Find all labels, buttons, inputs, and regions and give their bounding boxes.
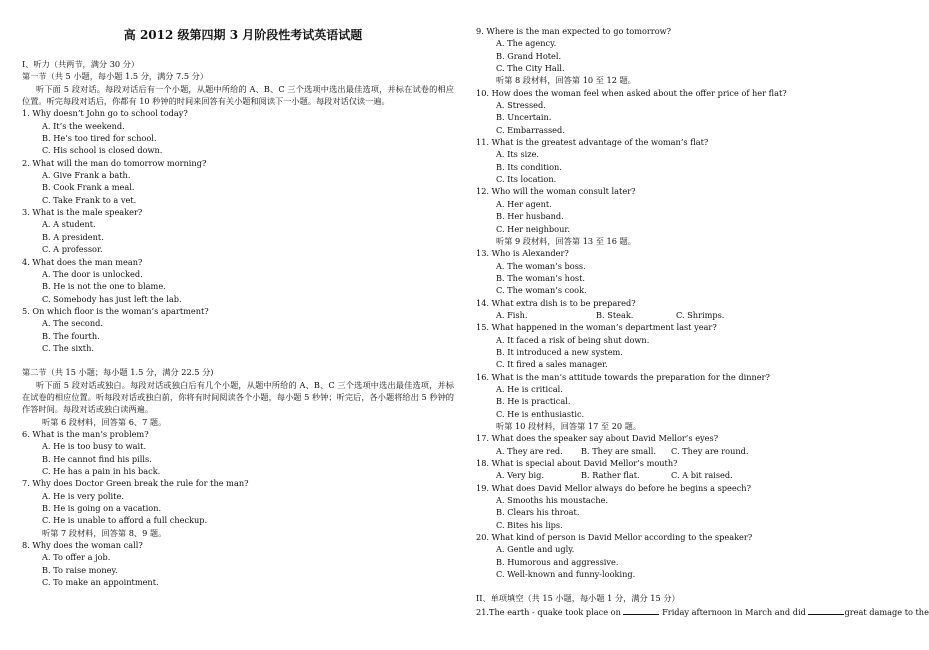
question-6 bbox=[22, 428, 454, 477]
question-text: 20. What kind of person is David Mellor according to the speaker? bbox=[476, 532, 753, 543]
option: B. They are small. bbox=[581, 445, 656, 456]
option: B. He is practical. bbox=[496, 396, 571, 407]
option: B. Steak. bbox=[596, 309, 634, 320]
question-text: 13. Who is Alexander? bbox=[476, 248, 569, 259]
left-column bbox=[22, 0, 454, 588]
question-12 bbox=[476, 185, 904, 234]
page-title: 高 2012 级第四期 3 月阶段性考试英语试题 bbox=[123, 28, 363, 42]
question-text: 17. What does the speaker say about David Mellor’s eyes? bbox=[476, 433, 719, 444]
option: A. Give Frank a bath. bbox=[42, 170, 131, 181]
option: C. They are round. bbox=[671, 445, 749, 456]
option: A. He is very polite. bbox=[42, 490, 124, 501]
option: B. Uncertain. bbox=[496, 112, 552, 123]
option: B. Its condition. bbox=[496, 161, 562, 172]
option: C. He is enthusiastic. bbox=[496, 408, 585, 419]
option: A. Stressed. bbox=[496, 100, 546, 111]
option: B. Grand Hotel. bbox=[496, 50, 562, 61]
option: A. To offer a job. bbox=[42, 552, 111, 563]
option: C. His school is closed down. bbox=[42, 145, 163, 156]
question-10 bbox=[476, 87, 904, 136]
option: A. They are red. bbox=[496, 445, 563, 456]
option: B. He’s too tired for school. bbox=[42, 133, 157, 144]
option: A. The woman’s boss. bbox=[496, 260, 586, 271]
option: A. The door is unlocked. bbox=[42, 268, 143, 279]
option: B. He cannot find his pills. bbox=[42, 453, 152, 464]
option: C. It fired a sales manager. bbox=[496, 359, 608, 370]
option: C. The sixth. bbox=[42, 342, 94, 353]
option: C. Embarrassed. bbox=[496, 124, 565, 135]
material-note: 听第 9 段材料，回答第 13 至 16 题。 bbox=[496, 235, 636, 246]
question-text: 19. What does David Mellor always do before he begins a speech? bbox=[476, 482, 751, 493]
option: B. It introduced a new system. bbox=[496, 346, 623, 357]
option: C. To make an appointment. bbox=[42, 577, 159, 588]
question-18 bbox=[476, 457, 904, 482]
instructions: 听下面 5 段对话。每段对话后有一个小题，从题中所给的 A、B、C 三个选项中选出最佳选项，并标在试卷的相应位置。听完每段对话后，你都有 10 秒钟的时间来回答有关小题和阅读下一小题。每段对话仅读一遍。 bbox=[22, 83, 454, 107]
answer-blank bbox=[808, 605, 844, 615]
question-15 bbox=[476, 321, 904, 370]
part-heading: 第二节（共 15 小题；每小题 1.5 分，满分 22.5 分) bbox=[22, 367, 214, 378]
material-note: 听第 10 段材料，回答第 17 至 20 题。 bbox=[496, 421, 642, 431]
option: B. He is not the one to blame. bbox=[42, 281, 166, 292]
option: B. Her husband. bbox=[496, 211, 564, 222]
question-8 bbox=[22, 539, 454, 588]
question-text: 5. On which floor is the woman’s apartment? bbox=[22, 305, 209, 316]
option: A. Its size. bbox=[496, 149, 540, 160]
option: A. Very big. bbox=[496, 470, 544, 481]
question-text: 10. How does the woman feel when asked about the offer price of her flat? bbox=[476, 87, 787, 98]
question-text: 9. Where is the man expected to go tomorrow? bbox=[476, 26, 672, 36]
option: B. The woman’s host. bbox=[496, 272, 585, 283]
option-row bbox=[476, 309, 904, 321]
question-16 bbox=[476, 371, 904, 420]
question-text: 15. What happened in the woman’s department last year? bbox=[476, 322, 717, 333]
option: C. A professor. bbox=[42, 244, 103, 255]
option: B. Clears his throat. bbox=[496, 507, 580, 518]
option: C. Bites his lips. bbox=[496, 519, 563, 530]
question-text: 7. Why does Doctor Green break the rule for the man? bbox=[22, 478, 249, 489]
question-text: 11. What is the greatest advantage of the woman’s flat? bbox=[476, 137, 709, 148]
option: C. Her neighbour. bbox=[496, 223, 570, 234]
option: C. Its location. bbox=[496, 174, 557, 185]
option: A. He is critical. bbox=[496, 383, 563, 394]
right-column bbox=[476, 25, 929, 618]
option: B. A president. bbox=[42, 231, 104, 242]
option: C. Shrimps. bbox=[676, 309, 725, 320]
option: B. Humorous and aggressive. bbox=[496, 556, 619, 567]
question-text: 6. What is the man’s problem? bbox=[22, 428, 149, 439]
option: C. A bit raised. bbox=[671, 470, 733, 481]
option: B. He is going on a vacation. bbox=[42, 503, 162, 514]
option: C. He is unable to afford a full checkup. bbox=[42, 515, 208, 526]
option: A. The agency. bbox=[496, 38, 557, 49]
instructions: 听下面 5 段对话或独白。每段对话或独白后有几个小题，从题中所给的 A、B、C 三个选项中选出最佳选项，并标在试卷的相应位置。听每段对话或独白前，你将有时间阅读各个小题，每小题 5 秒钟；听完后，各小题将给出 5 秒钟的作答时间。每段对话或独白读两遍。 bbox=[22, 379, 454, 415]
question-text: 4. What does the man mean? bbox=[22, 256, 143, 267]
part-heading: 第一节（共 5 小题，每小题 1.5 分，满分 7.5 分） bbox=[22, 71, 209, 82]
option-row bbox=[476, 469, 904, 481]
question-1 bbox=[22, 107, 454, 156]
option: A. A student. bbox=[42, 219, 96, 230]
question-11 bbox=[476, 136, 904, 185]
question-17 bbox=[476, 432, 904, 457]
option: C. The woman’s cook. bbox=[496, 285, 587, 296]
question-text: 2. What will the man do tomorrow morning? bbox=[22, 157, 207, 168]
material-note: 听第 6 段材料，回答第 6、7 题。 bbox=[42, 416, 167, 427]
question-13 bbox=[476, 247, 904, 296]
option: A. It faced a risk of being shut down. bbox=[496, 334, 650, 345]
question-text: 21.The earth - quake took place on bbox=[476, 606, 621, 617]
option: A. He is too busy to wait. bbox=[42, 441, 147, 452]
option: A. Smooths his moustache. bbox=[496, 495, 609, 506]
answer-blank bbox=[623, 605, 659, 615]
question-5 bbox=[22, 305, 454, 354]
option-row bbox=[476, 445, 904, 457]
question-14 bbox=[476, 297, 904, 322]
option: C. The City Hall. bbox=[496, 63, 565, 74]
option: A. Fish. bbox=[496, 309, 528, 320]
question-3 bbox=[22, 206, 454, 255]
material-note: 听第 8 段材料，回答第 10 至 12 题。 bbox=[496, 75, 636, 86]
question-text: 12. Who will the woman consult later? bbox=[476, 186, 636, 197]
question-text: 1. Why doesn’t John go to school today? bbox=[22, 108, 188, 119]
option: B. Rather flat. bbox=[581, 470, 640, 481]
question-4 bbox=[22, 256, 454, 305]
option: C. He has a pain in his back. bbox=[42, 466, 161, 476]
question-text: 14. What extra dish is to be prepared? bbox=[476, 297, 636, 308]
question-text: Friday afternoon in March and did bbox=[662, 606, 806, 617]
question-text: 8. Why does the woman call? bbox=[22, 540, 143, 551]
question-21 bbox=[476, 605, 929, 618]
question-7 bbox=[22, 477, 454, 526]
option: A. The second. bbox=[42, 318, 103, 329]
option: C. Somebody has just left the lab. bbox=[42, 293, 182, 304]
question-text: 18. What is special about David Mellor’s mouth? bbox=[476, 458, 678, 469]
question-text: 3. What is the male speaker? bbox=[22, 207, 143, 218]
option: B. To raise money. bbox=[42, 564, 118, 575]
section-heading: I、听力（共两节，满分 30 分） bbox=[22, 59, 140, 69]
option: B. The fourth. bbox=[42, 330, 100, 341]
material-note: 听第 7 段材料，回答第 8、9 题。 bbox=[42, 527, 167, 538]
question-text: great damage to the bbox=[844, 606, 929, 617]
option: A. Her agent. bbox=[496, 198, 552, 209]
option: A. Gentle and ugly. bbox=[496, 544, 575, 555]
option: B. Cook Frank a meal. bbox=[42, 182, 135, 193]
option: C. Well-known and funny-looking. bbox=[496, 569, 636, 580]
question-text: 16. What is the man’s attitude towards the preparation for the dinner? bbox=[476, 371, 770, 382]
option: C. Take Frank to a vet. bbox=[42, 194, 137, 205]
question-20 bbox=[476, 531, 904, 580]
question-2 bbox=[22, 157, 454, 206]
question-19 bbox=[476, 482, 904, 531]
section-heading: II、单项填空（共 15 小题，每小题 1 分，满分 15 分） bbox=[476, 593, 680, 604]
option: A. It’s the weekend. bbox=[42, 120, 125, 131]
question-9 bbox=[476, 25, 904, 74]
